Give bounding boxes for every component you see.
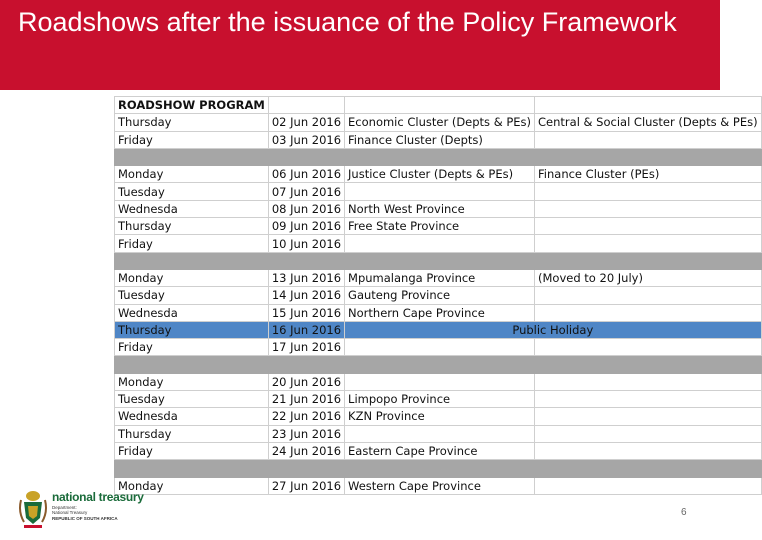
national-treasury-logo <box>18 488 178 532</box>
separator-row <box>115 252 762 269</box>
session-cell: Northern Cape Province <box>345 304 535 321</box>
date-cell: 20 Jun 2016 <box>268 373 344 390</box>
date-cell: 23 Jun 2016 <box>268 425 344 442</box>
table-row <box>115 408 762 425</box>
table-row <box>115 235 762 252</box>
header-cell: ROADSHOW PROGRAM <box>115 97 269 114</box>
day-cell: Tuesday <box>115 391 269 408</box>
date-cell: 06 Jun 2016 <box>268 166 344 183</box>
session-cell-2: (Moved to 20 July) <box>535 269 762 286</box>
coat-of-arms-icon <box>18 488 48 530</box>
slide-header <box>0 0 720 90</box>
date-cell: 27 Jun 2016 <box>268 477 344 494</box>
session-cell-2 <box>535 200 762 217</box>
session-cell: Finance Cluster (Depts) <box>345 131 535 148</box>
session-cell-2 <box>535 442 762 459</box>
table-row <box>115 373 762 390</box>
date-cell: 08 Jun 2016 <box>268 200 344 217</box>
day-cell: Thursday <box>115 114 269 131</box>
header-cell <box>345 97 535 114</box>
page-number: 6 <box>681 507 687 518</box>
date-cell: 16 Jun 2016 <box>268 321 344 338</box>
header-cell <box>268 97 344 114</box>
separator-row <box>115 460 762 477</box>
separator-row <box>115 148 762 165</box>
date-cell: 10 Jun 2016 <box>268 235 344 252</box>
day-cell: Monday <box>115 477 269 494</box>
date-cell: 17 Jun 2016 <box>268 339 344 356</box>
day-cell: Monday <box>115 373 269 390</box>
session-cell-2: Finance Cluster (PEs) <box>535 166 762 183</box>
table-row <box>115 425 762 442</box>
table-row <box>115 304 762 321</box>
table-row <box>115 287 762 304</box>
session-cell <box>345 183 535 200</box>
table-row <box>115 114 762 131</box>
session-cell: Eastern Cape Province <box>345 442 535 459</box>
date-cell: 15 Jun 2016 <box>268 304 344 321</box>
separator-cell <box>115 356 762 373</box>
day-cell: Thursday <box>115 218 269 235</box>
session-cell: Western Cape Province <box>345 477 535 494</box>
day-cell: Thursday <box>115 321 269 338</box>
logo-name: national treasury <box>52 490 144 504</box>
session-cell-2 <box>535 339 762 356</box>
table-row <box>115 269 762 286</box>
session-cell-2 <box>535 183 762 200</box>
day-cell: Thursday <box>115 425 269 442</box>
session-cell-2 <box>535 235 762 252</box>
session-cell: Justice Cluster (Depts & PEs) <box>345 166 535 183</box>
session-cell <box>345 235 535 252</box>
session-cell-2 <box>535 425 762 442</box>
date-cell: 22 Jun 2016 <box>268 408 344 425</box>
day-cell: Friday <box>115 235 269 252</box>
date-cell: 24 Jun 2016 <box>268 442 344 459</box>
day-cell: Monday <box>115 269 269 286</box>
logo-line1: Department: <box>52 505 77 510</box>
date-cell: 02 Jun 2016 <box>268 114 344 131</box>
session-cell-2 <box>535 408 762 425</box>
holiday-row <box>115 321 762 338</box>
session-cell: Gauteng Province <box>345 287 535 304</box>
table-row <box>115 391 762 408</box>
session-cell <box>345 339 535 356</box>
date-cell: 21 Jun 2016 <box>268 391 344 408</box>
session-cell: Economic Cluster (Depts & PEs) <box>345 114 535 131</box>
session-cell: Limpopo Province <box>345 391 535 408</box>
table-row <box>115 442 762 459</box>
date-cell: 03 Jun 2016 <box>268 131 344 148</box>
session-cell <box>345 373 535 390</box>
roadshow-schedule-table <box>114 96 762 495</box>
session-cell: North West Province <box>345 200 535 217</box>
session-cell-2 <box>535 287 762 304</box>
separator-cell <box>115 148 762 165</box>
day-cell: Wednesda <box>115 408 269 425</box>
session-cell-2 <box>535 304 762 321</box>
date-cell: 09 Jun 2016 <box>268 218 344 235</box>
table-row <box>115 218 762 235</box>
date-cell: 14 Jun 2016 <box>268 287 344 304</box>
logo-line3: REPUBLIC OF SOUTH AFRICA <box>52 516 118 521</box>
day-cell: Monday <box>115 166 269 183</box>
session-cell: KZN Province <box>345 408 535 425</box>
separator-row <box>115 356 762 373</box>
table-row <box>115 166 762 183</box>
separator-cell <box>115 252 762 269</box>
schedule-header-row <box>115 97 762 114</box>
logo-line2: National Treasury <box>52 510 88 515</box>
day-cell: Wednesda <box>115 304 269 321</box>
session-cell-2 <box>535 391 762 408</box>
separator-cell <box>115 460 762 477</box>
day-cell: Tuesday <box>115 287 269 304</box>
day-cell: Friday <box>115 131 269 148</box>
header-cell <box>535 97 762 114</box>
table-row <box>115 131 762 148</box>
slide-title: Roadshows after the issuance of the Policy Framework <box>18 7 677 37</box>
table-row <box>115 183 762 200</box>
session-cell-2 <box>535 218 762 235</box>
table-row <box>115 339 762 356</box>
session-cell: Mpumalanga Province <box>345 269 535 286</box>
session-cell-2 <box>535 373 762 390</box>
schedule-body <box>115 97 762 495</box>
day-cell: Friday <box>115 442 269 459</box>
session-cell-2 <box>535 131 762 148</box>
day-cell: Friday <box>115 339 269 356</box>
table-row <box>115 477 762 494</box>
day-cell: Wednesda <box>115 200 269 217</box>
session-cell: Free State Province <box>345 218 535 235</box>
session-cell-2: Central & Social Cluster (Depts & PEs) <box>535 114 762 131</box>
session-cell-2 <box>535 477 762 494</box>
holiday-cell: Public Holiday <box>345 321 762 338</box>
date-cell: 13 Jun 2016 <box>268 269 344 286</box>
date-cell: 07 Jun 2016 <box>268 183 344 200</box>
day-cell: Tuesday <box>115 183 269 200</box>
session-cell <box>345 425 535 442</box>
table-row <box>115 200 762 217</box>
